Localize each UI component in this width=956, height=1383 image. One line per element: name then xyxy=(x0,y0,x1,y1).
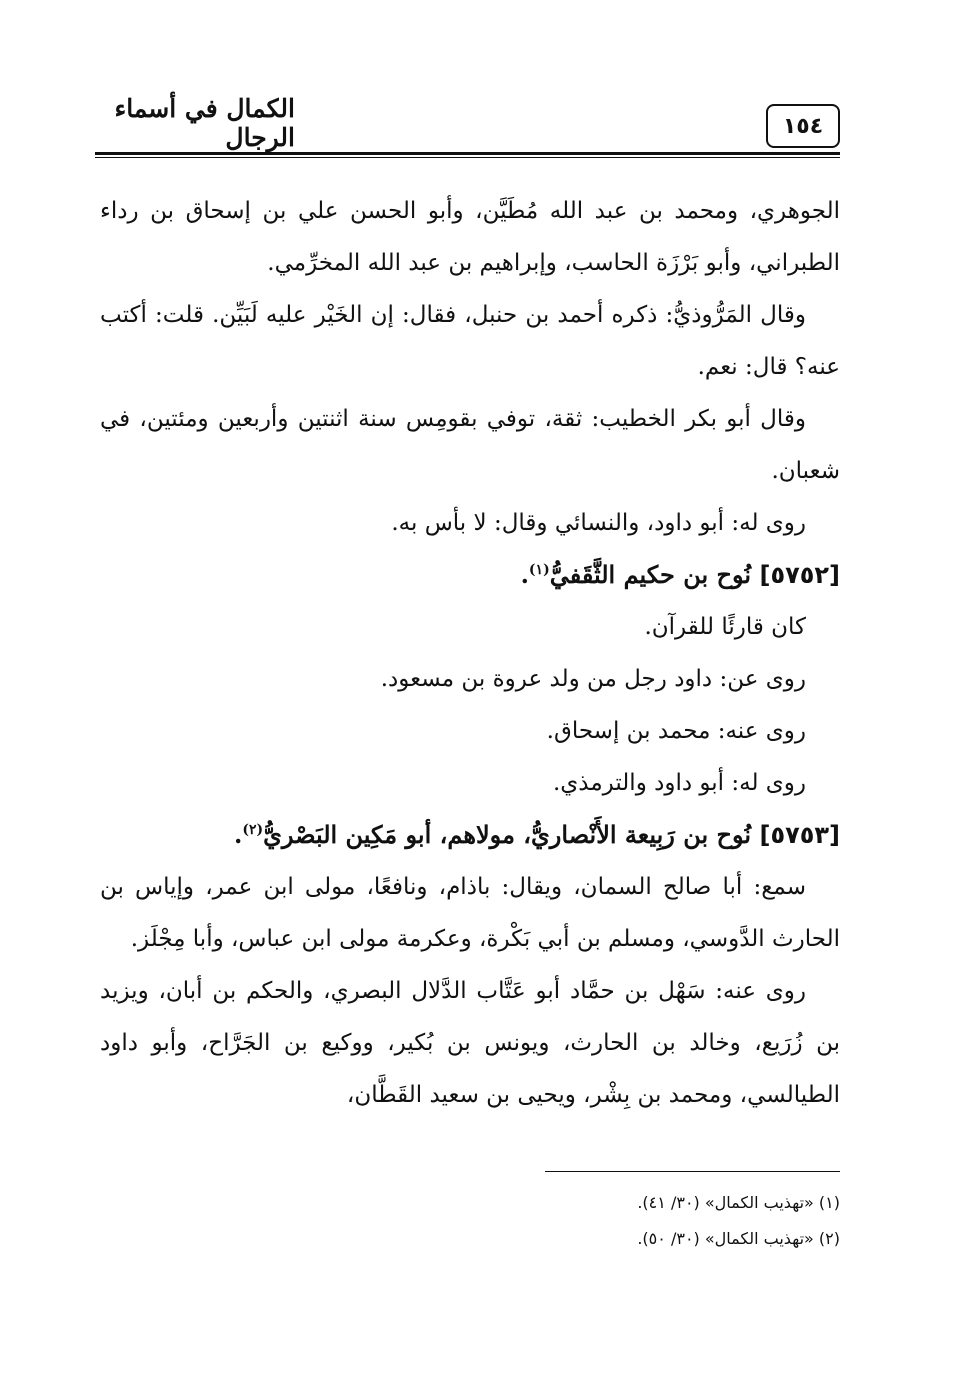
main-text xyxy=(100,185,840,1121)
header-rule-thick xyxy=(95,152,840,155)
paragraph: روى له: أبو داود والترمذي. xyxy=(552,770,806,796)
paragraph: وقال المَرُّوذيُّ: ذكره أحمد بن حنبل، فقال: إن الخَيْر عليه لَبَيِّن. قلت: أكتب عنه؟ قال: نعم. xyxy=(100,302,840,380)
running-book-title: الكمال في أسماء الرجال xyxy=(114,94,295,152)
paragraph: روى عنه: سَهْل بن حمَّاد أبو عَتَّاب الدَّلال البصري، والحكم بن أبان، ويزيد بن زُرَيع، وخالد بن الحارث، ويونس بن بُكير، ووكيع بن الجَرَّاح، وأبو داود الطيالسي، ومحمد بن بِشْر، ويحيى بن سعيد القَطَّان، xyxy=(100,978,840,1108)
entry-heading xyxy=(100,549,840,601)
paragraph: روى له: أبو داود، والنسائي وقال: لا بأس به. xyxy=(391,510,806,536)
entry-end: . xyxy=(520,560,529,589)
footnote: (٢) «تهذيب الكمال» (٣٠/ ٥٠). xyxy=(637,1229,840,1248)
entry-number: [٥٧٥٢] xyxy=(759,561,840,589)
header-rule-thin xyxy=(95,157,840,158)
footnote-marker: (١) xyxy=(528,562,550,578)
footnote: (١) «تهذيب الكمال» (٣٠/ ٤١). xyxy=(637,1193,840,1212)
page-number: ١٥٤ xyxy=(766,104,840,148)
page-header xyxy=(95,92,840,154)
paragraph: روى عنه: محمد بن إسحاق. xyxy=(546,718,806,744)
footnote-marker: (٢) xyxy=(242,822,264,838)
entry-heading xyxy=(100,809,840,861)
paragraph: روى عن: داود رجل من ولد عروة بن مسعود. xyxy=(380,666,806,692)
entry-name: نُوح بن رَبِيعة الأَنْصاريُّ، مولاهم، أبو مَكِين البَصْريُّ xyxy=(263,820,752,849)
paragraph: وقال أبو بكر الخطيب: ثقة، توفي بقومِس سنة اثنتين وأربعين ومئتين، في شعبان. xyxy=(100,406,840,484)
entry-name: نُوح بن حكيم الثَّقَفيُّ xyxy=(549,560,752,589)
entry-number: [٥٧٥٣] xyxy=(759,821,840,849)
footnotes xyxy=(340,1185,840,1257)
paragraph: سمع: أبا صالح السمان، ويقال: باذام، ونافعًا، مولى ابن عمر، وإياس بن الحارث الدَّوسي، ومسلم بن أبي بَكْرة، وعكرمة مولى ابن عباس، وأبا مِجْلَز. xyxy=(100,874,840,952)
paragraph: الجوهري، ومحمد بن عبد الله مُطَيَّن، وأبو الحسن علي بن إسحاق بن رداء الطبراني، وأبو بَرْزَة الحاسب، وإبراهيم بن عبد الله المخرِّمي. xyxy=(100,198,840,276)
entry-end: . xyxy=(233,820,243,849)
footnote-separator xyxy=(545,1171,840,1172)
paragraph: كان قارئًا للقرآن. xyxy=(644,614,806,640)
